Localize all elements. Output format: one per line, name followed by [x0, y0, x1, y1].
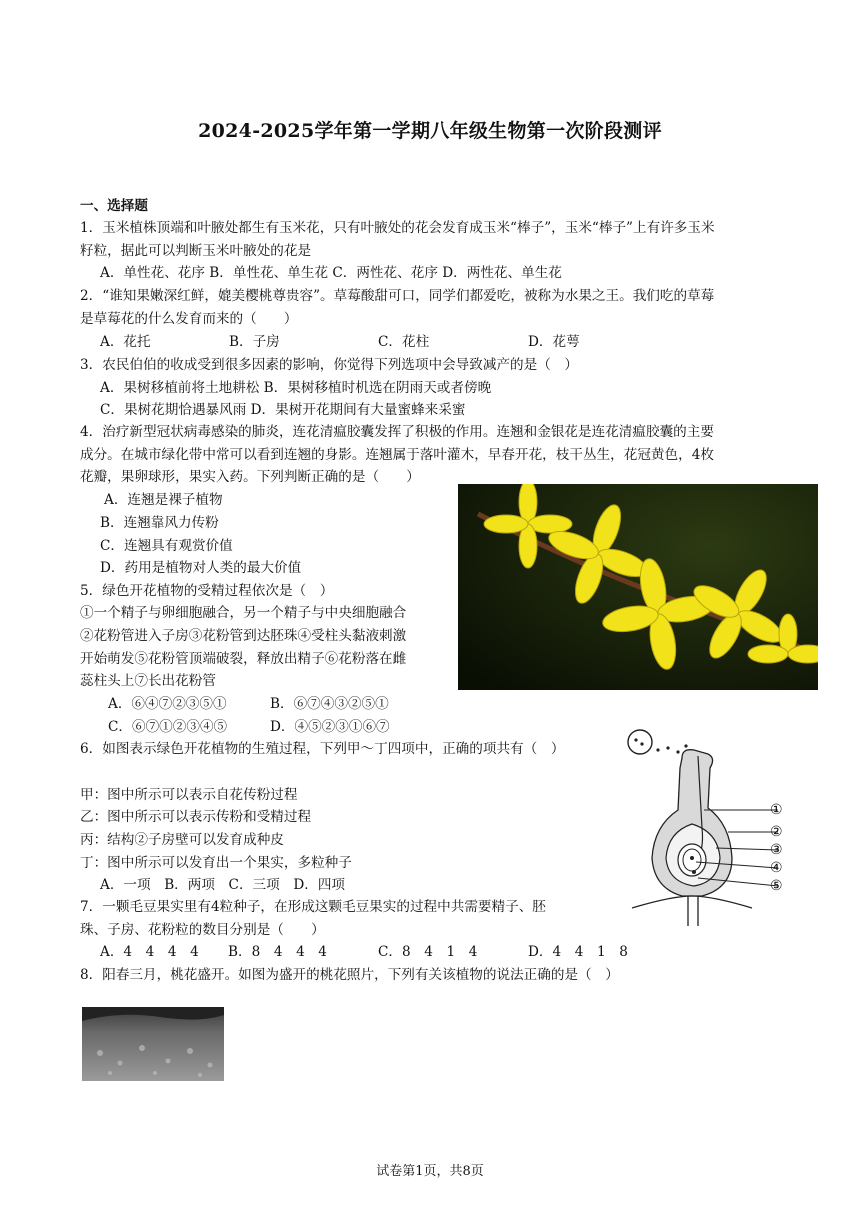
q5-step-line3: 开始萌发⑤花粉管顶端破裂，释放出精子⑥花粉落在雌: [80, 651, 407, 667]
q8-stem: 8．阳春三月，桃花盛开。如图为盛开的桃花照片，下列有关该植物的说法正确的是（ ）: [80, 967, 619, 983]
q2-option-a: A．花托: [100, 334, 151, 350]
q6-statement-ding: 丁：图中所示可以发育出一个果实，多粒种子: [80, 855, 352, 871]
q2-option-b: B．子房: [229, 334, 280, 350]
q5-option-c: C．⑥⑦①②③④⑤: [108, 719, 228, 735]
exam-title: 2024-2025学年第一学期八年级生物第一次阶段测评: [198, 120, 662, 142]
diagram-label-3: ③: [770, 842, 783, 858]
q5-option-d: D．④⑤②③①⑥⑦: [270, 719, 390, 735]
q5-option-a: A．⑥④⑦②③⑤①: [108, 696, 227, 712]
q4-stem-line1: 4．治疗新型冠状病毒感染的肺炎，连花清瘟胶囊发挥了积极的作用。连翘和金银花是连花清瘟胶囊的主要: [80, 424, 714, 440]
peach-blossom-photo: [80, 1003, 226, 1083]
q5-stem: 5．绿色开花植物的受精过程依次是（ ）: [80, 583, 334, 599]
q6-options: A．一项 B．两项 C．三项 D．四项: [100, 877, 346, 893]
q2-option-d: D．花萼: [528, 334, 580, 350]
q2-stem-line2: 是草莓花的什么发育而来的（ ）: [80, 311, 298, 327]
q7-stem-line1: 7．一颗毛豆果实里有4粒种子，在形成这颗毛豆果实的过程中共需要精子、胚: [80, 899, 546, 915]
q1-stem-line1: 1．玉米植株顶端和叶腋处都生有玉米花，只有叶腋处的花会发育成玉米“棒子”，玉米“棒子”上有许多玉米: [80, 220, 715, 236]
forsythia-photo: [458, 484, 818, 690]
q5-step-line1: ①一个精子与卵细胞融合，另一个精子与中央细胞融合: [80, 605, 407, 621]
diagram-label-2: ②: [770, 824, 783, 840]
q4-stem-line3: 花瓣，果卵球形，果实入药。下列判断正确的是（ ）: [80, 469, 420, 485]
diagram-label-1: ①: [770, 802, 783, 818]
q6-stem: 6．如图表示绿色开花植物的生殖过程，下列甲～丁四项中，正确的项共有（ ）: [80, 741, 565, 757]
q5-step-line4: 蕊柱头上⑦长出花粉管: [80, 673, 216, 689]
q6-statement-jia: 甲：图中所示可以表示自花传粉过程: [80, 787, 298, 803]
q4-stem-line2: 成分。在城市绿化带中常可以看到连翘的身影。连翘属于落叶灌木，早春开花，枝干丛生，花冠黄色，4枚: [80, 447, 714, 463]
q4-option-c: C．连翘具有观赏价值: [100, 538, 233, 554]
q5-option-b: B．⑥⑦④③②⑤①: [270, 696, 389, 712]
q7-option-b: B．8 4 4 4: [228, 944, 327, 960]
section-heading: 一、选择题: [80, 198, 148, 214]
q7-stem-line2: 珠、子房、花粉粒的数目分别是（ ）: [80, 922, 325, 938]
q6-statement-yi: 乙：图中所示可以表示传粉和受精过程: [80, 809, 312, 825]
q7-option-d: D．4 4 1 8: [528, 944, 628, 960]
pistil-diagram: [612, 728, 822, 928]
page-footer: 试卷第1页，共8页: [376, 1164, 484, 1179]
q4-option-d: D．药用是植物对人类的最大价值: [100, 560, 302, 576]
q3-options-line2: C．果树花期恰遇暴风雨 D．果树开花期间有大量蜜蜂来采蜜: [100, 402, 466, 418]
diagram-label-4: ④: [770, 860, 783, 876]
q1-stem-line2: 籽粒，据此可以判断玉米叶腋处的花是: [80, 243, 312, 259]
q6-statement-bing: 丙：结构②子房壁可以发育成种皮: [80, 832, 284, 848]
q5-step-line2: ②花粉管进入子房③花粉管到达胚珠④受柱头黏液刺激: [80, 628, 407, 644]
q4-option-b: B．连翘靠风力传粉: [100, 515, 219, 531]
q2-option-c: C．花柱: [378, 334, 430, 350]
forsythia-image: [458, 484, 818, 690]
q3-stem: 3．农民伯伯的收成受到很多因素的影响，你觉得下列选项中会导致减产的是（ ）: [80, 357, 579, 373]
q7-option-c: C．8 4 1 4: [378, 944, 478, 960]
q4-option-a: A．连翘是裸子植物: [104, 492, 223, 508]
q1-options: A．单性花、花序 B．单性花、单生花 C．两性花、花序 D．两性花、单生花: [100, 265, 562, 281]
diagram-label-5: ⑤: [770, 878, 783, 894]
q7-option-a: A．4 4 4 4: [100, 944, 199, 960]
q3-options-line1: A．果树移植前将土地耕松 B．果树移植时机选在阴雨天或者傍晚: [100, 380, 492, 396]
q2-stem-line1: 2．“谁知果嫩深红鲜，媲美樱桃尊贵容”。草莓酸甜可口，同学们都爱吃，被称为水果之王。我们吃的草莓: [80, 288, 715, 304]
